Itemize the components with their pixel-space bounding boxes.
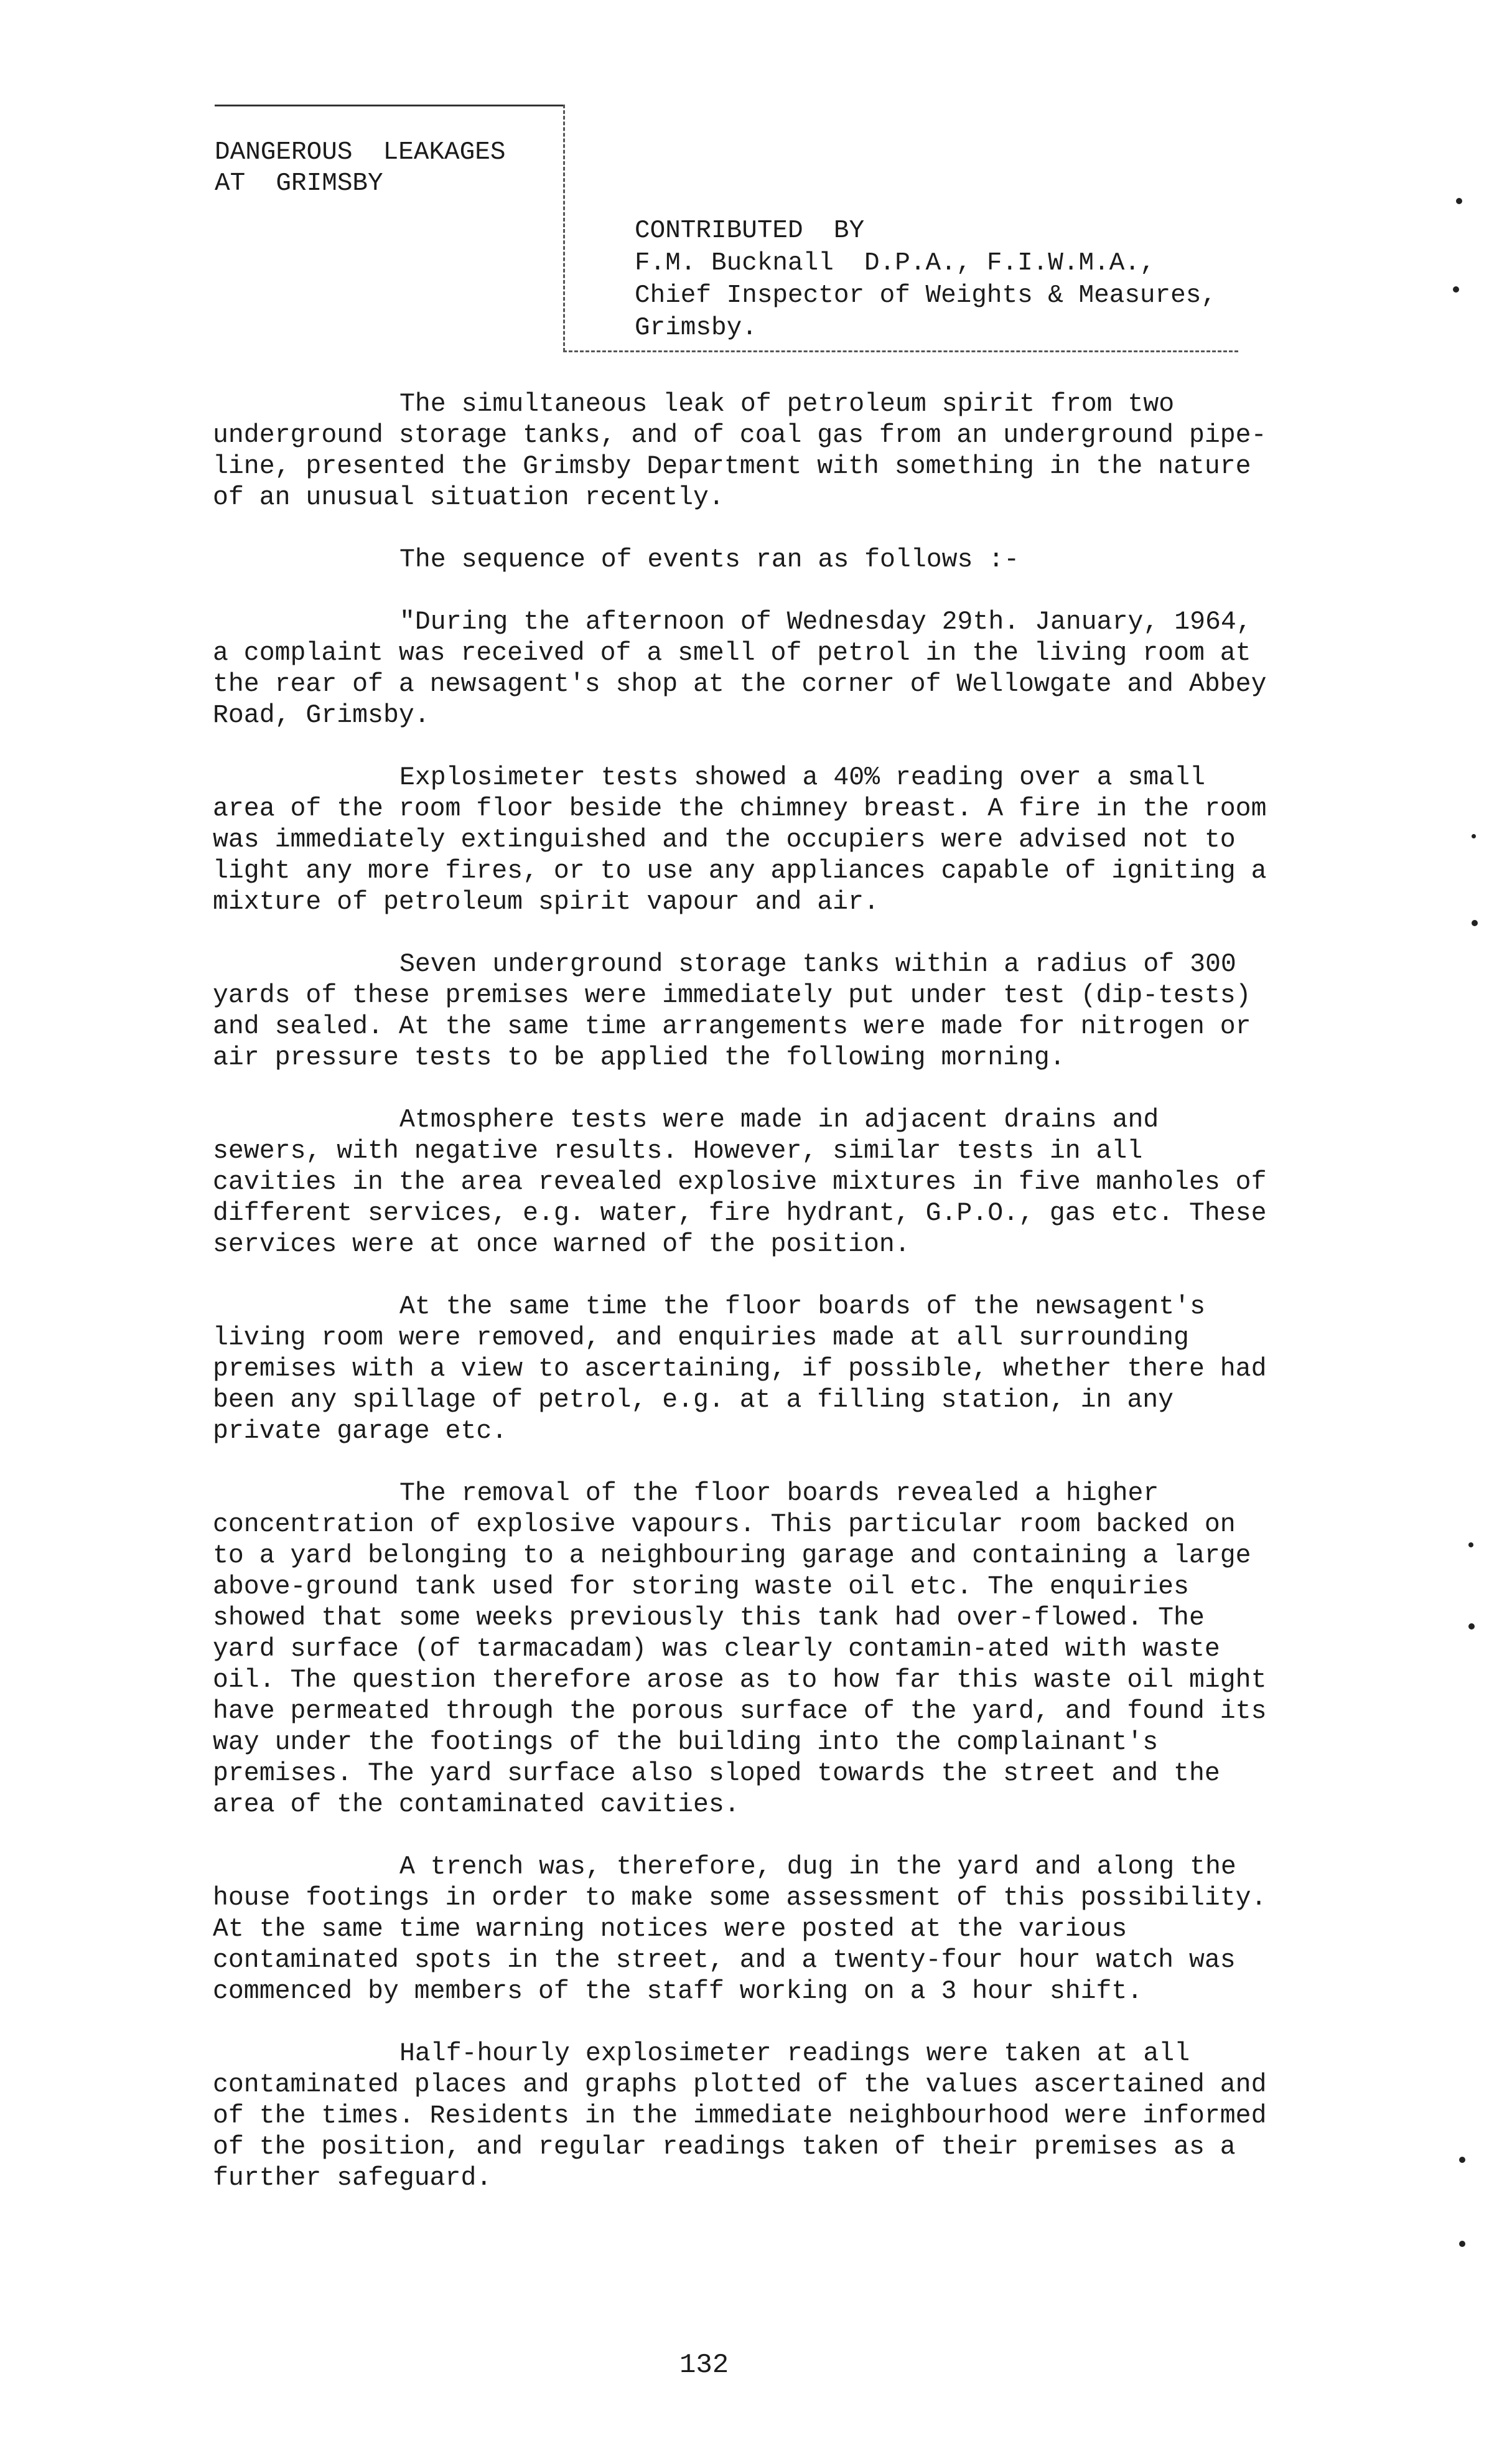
margin-mark [1459, 2241, 1465, 2247]
paragraph-1 [213, 389, 1277, 514]
byline-bottom-rule [563, 350, 1238, 352]
margin-mark [1456, 198, 1462, 204]
paragraph-2 [213, 545, 1277, 576]
margin-mark [1459, 2157, 1465, 2163]
margin-mark [1468, 1623, 1475, 1630]
paragraph-2-text: The sequence of events ran as follows :- [399, 545, 1020, 574]
margin-mark [1472, 920, 1478, 926]
paragraph-1-text: The simultaneous leak of petroleum spirit from two underground storage tanks, and of coal gas from an underground pipe-line, presented the Grimsby Department with something in the nature of an unusual situation recently. [213, 390, 1267, 512]
title-line-2: AT GRIMSBY [215, 169, 383, 198]
paragraph-7-text: At the same time the floor boards of the newsagent's living room were removed, and enquiries made at all surrounding premises with a view to ascertaining, if possible, whether there had been any spillage of petrol, e.g. at a filling station, in any private garage etc. [213, 1292, 1267, 1446]
paragraph-8 [213, 1478, 1277, 1821]
paragraph-5-text: Seven underground storage tanks within a radius of 300 yards of these premises were immediately put under test (dip-tests) and sealed. At the same time arrangements were made for nitrogen or air pressure tests to be applied the following morning. [213, 950, 1251, 1072]
paragraph-4-text: Explosimeter tests showed a 40% reading over a small area of the room floor beside the chimney breast. A fire in the room was immediately extinguished and the occupiers were advised not to light any more fires, or to use any appliances capable of igniting a mixture of petroleum spirit vapour and air. [213, 763, 1267, 917]
paragraph-5 [213, 949, 1277, 1074]
paragraph-3 [213, 607, 1277, 731]
title-top-rule [215, 105, 563, 106]
page-number: 132 [679, 2350, 729, 2381]
paragraph-6 [213, 1105, 1277, 1260]
paragraph-10 [213, 2038, 1277, 2194]
margin-mark [1468, 1542, 1473, 1547]
article-title [215, 137, 505, 199]
margin-mark [1472, 834, 1476, 838]
paragraph-3-text: "During the afternoon of Wednesday 29th. January, 1964, a complaint was received of a smell of petrol in the living room at the rear of a newsagent's shop at the corner of Wellowgate and Abbey Road, Grimsby. [213, 607, 1267, 730]
paragraph-8-text: The removal of the floor boards revealed a higher concentration of explosive vapours. This particular room backed on to a yard belonging to a neighbouring garage and containing a large above-ground tank used for storing waste oil etc. The enquiries showed that some weeks previously this tank had over-flowed. The yard surface (of tarmacadam) was clearly contamin-ated with waste oil. The question therefore arose as to how far this waste oil might have permeated through the porous surface of the yard, and found its way under the footings of the building into the complainant's premises. The yard surface also sloped towards the street and the area of the contaminated cavities. [213, 1479, 1267, 1819]
paragraph-7 [213, 1292, 1277, 1447]
title-divider-rule [563, 105, 565, 352]
byline-line-4: Grimsby. [635, 314, 757, 342]
byline-line-3: Chief Inspector of Weights & Measures, [635, 281, 1216, 310]
title-line-1: DANGEROUS LEAKAGES [215, 138, 506, 167]
paragraph-9 [213, 1852, 1277, 2007]
byline-line-1: CONTRIBUTED BY [635, 217, 865, 245]
article-body [213, 389, 1277, 2225]
paragraph-9-text: A trench was, therefore, dug in the yard and along the house footings in order to make some assessment of this possibility. At the same time warning notices were posted at the various contaminated spots in the street, and a twenty-four hour watch was commenced by members of the staff working on a 3 hour shift. [213, 1852, 1267, 2006]
contributor-byline [635, 215, 1216, 344]
paragraph-10-text: Half-hourly explosimeter readings were taken at all contaminated places and graphs plotted of the values ascertained and of the times. Residents in the immediate neighbourhood were informed of the position, and regular readings taken of their premises as a further safeguard. [213, 2039, 1267, 2193]
margin-mark [1453, 286, 1459, 293]
byline-line-2: F.M. Bucknall D.P.A., F.I.W.M.A., [635, 249, 1155, 278]
paragraph-4 [213, 762, 1277, 918]
paragraph-6-text: Atmosphere tests were made in adjacent drains and sewers, with negative results. However, similar tests in all cavities in the area revealed explosive mixtures in five manholes of different services, e.g. water, fire hydrant, G.P.O., gas etc. These services were at once warned of the position. [213, 1105, 1267, 1259]
